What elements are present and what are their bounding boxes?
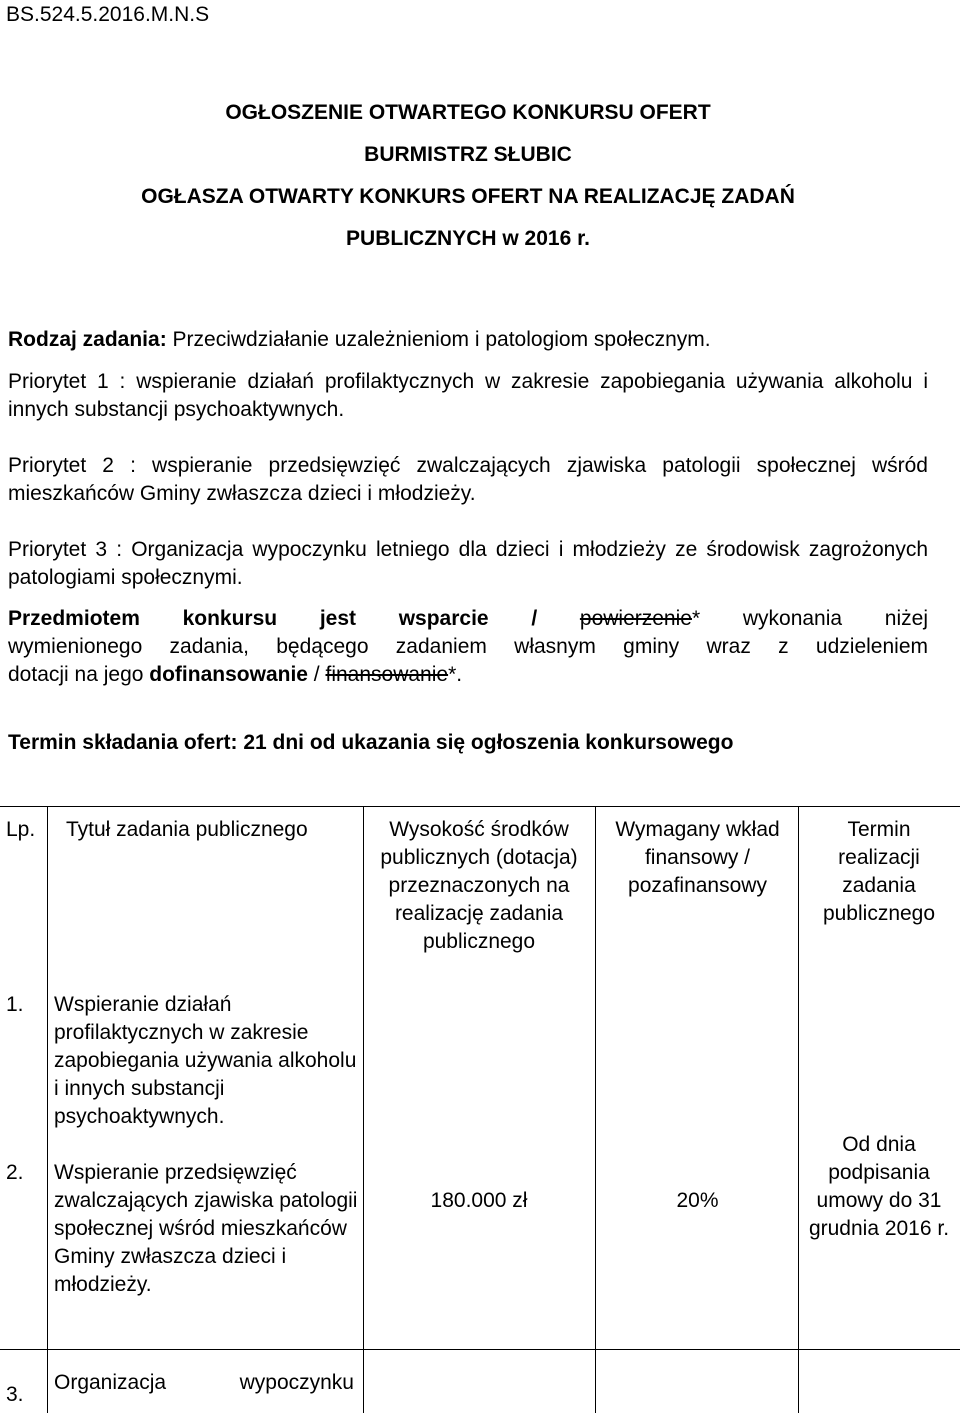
title-line-4: PUBLICZNYCH w 2016 r. bbox=[346, 227, 590, 250]
document-reference: BS.524.5.2016.M.N.S bbox=[6, 3, 210, 26]
table-border-top bbox=[0, 806, 960, 807]
table-row-divider bbox=[0, 1349, 960, 1350]
table-divider-3 bbox=[595, 806, 596, 1413]
document-title bbox=[0, 92, 936, 260]
task-type bbox=[8, 326, 928, 354]
priority-2: Priorytet 2 : wspieranie przedsięwzięć zwalczających zjawiska patologii społecznej wśród mieszkańców Gminy zwłaszcza dzieci i młodzieży. bbox=[8, 454, 928, 505]
task-type-value: Przeciwdziałanie uzależnieniom i patologiom społecznym. bbox=[166, 328, 711, 351]
tasks-table bbox=[0, 806, 960, 1413]
title-line-3: OGŁASZA OTWARTY KONKURS OFERT NA REALIZACJĘ ZADAŃ bbox=[141, 185, 795, 208]
subject-bold-dofinansowanie: dofinansowanie bbox=[149, 663, 308, 686]
priority-3: Priorytet 3 : Organizacja wypoczynku letniego dla dzieci i młodzieży ze środowisk zagrożonych patologiami społecznymi. bbox=[8, 538, 928, 589]
subject-line-3 bbox=[8, 661, 928, 689]
row-2-lp: 2. bbox=[6, 1161, 24, 1184]
row-1-title: Wspieranie działań profilaktycznych w zakresie zapobiegania używania alkoholu i innych substancji psychoaktywnych. bbox=[54, 993, 357, 1128]
subject-after-strike: * wykonania niżej bbox=[691, 607, 928, 630]
row-2-title: Wspieranie przedsięwzięć zwalczających zjawiska patologii społecznej wśród mieszkańców Gminy zwłaszcza dzieci i młodzieży. bbox=[54, 1161, 358, 1296]
table-divider-1 bbox=[47, 806, 48, 1413]
header-term: Termin realizacji zadania publicznego bbox=[822, 818, 936, 925]
subject-strike-2: finansowanie bbox=[325, 663, 449, 686]
subject-line-3-end: *. bbox=[448, 663, 463, 686]
title-line-1: OGŁOSZENIE OTWARTEGO KONKURSU OFERT bbox=[225, 101, 711, 124]
subject-bold: Przedmiotem konkursu jest wsparcie / bbox=[8, 607, 538, 630]
amount-value: 180.000 zł bbox=[430, 1189, 528, 1212]
table-divider-4 bbox=[798, 806, 799, 1413]
row-1-lp: 1. bbox=[6, 993, 24, 1016]
task-type-label: Rodzaj zadania: bbox=[8, 328, 167, 351]
subject-line-2: wymienionego zadania, będącego zadaniem własnym gminy wraz z udzieleniem bbox=[8, 635, 928, 658]
header-contribution: Wymagany wkład finansowy / pozafinansowy bbox=[615, 818, 780, 897]
row-3-lp: 3. bbox=[6, 1383, 24, 1406]
competition-subject bbox=[8, 605, 928, 689]
header-lp: Lp. bbox=[6, 818, 36, 841]
row-3-title: Organizacja wypoczynku bbox=[54, 1371, 354, 1394]
header-amount: Wysokość środków publicznych (dotacja) przeznaczonych na realizację zadania publicznego bbox=[380, 818, 578, 953]
subject-sep: / bbox=[307, 663, 326, 686]
contribution-value: 20% bbox=[676, 1189, 719, 1212]
submission-deadline: Termin składania ofert: 21 dni od ukazania się ogłoszenia konkursowego bbox=[8, 731, 734, 754]
header-title: Tytuł zadania publicznego bbox=[66, 818, 308, 841]
priority-1: Priorytet 1 : wspieranie działań profilaktycznych w zakresie zapobiegania używania alkoholu i innych substancji psychoaktywnych. bbox=[8, 370, 928, 421]
term-value: Od dnia podpisania umowy do 31 grudnia 2016 r. bbox=[808, 1133, 950, 1240]
subject-line-3-start: dotacji na jego bbox=[8, 663, 150, 686]
subject-line-1 bbox=[8, 605, 928, 633]
subject-strike-1: powierzenie bbox=[579, 607, 692, 630]
title-line-2: BURMISTRZ SŁUBIC bbox=[364, 143, 572, 166]
